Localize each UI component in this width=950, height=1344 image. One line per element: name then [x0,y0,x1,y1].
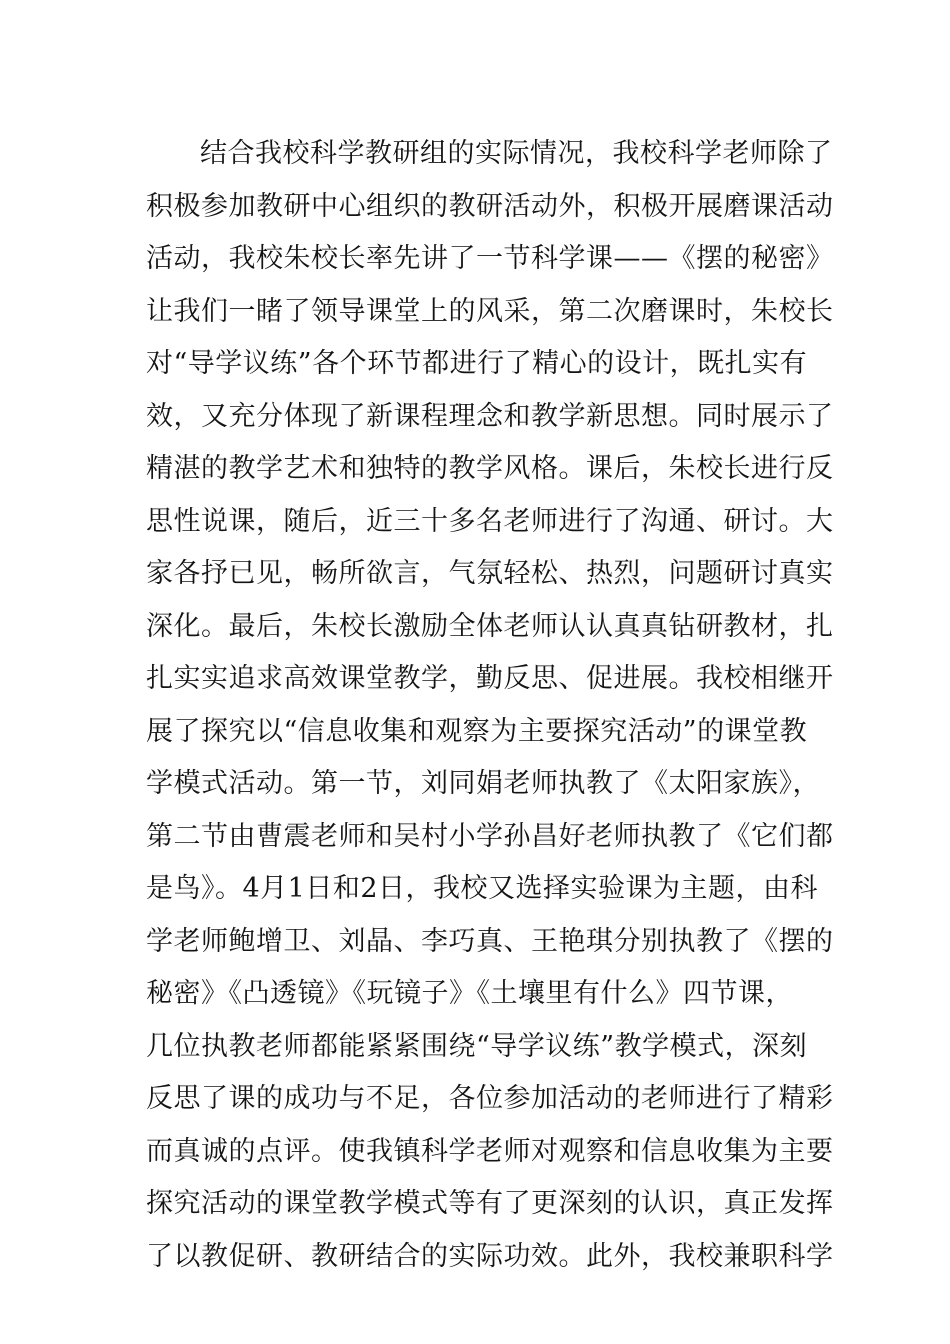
text-line-3: 活动，我校朱校长率先讲了一节科学课——《摆的秘密》 [146,243,834,274]
text-line-8: 思性说课，随后，近三十多名老师进行了沟通、研讨。大 [146,505,834,537]
text-line-11: 扎实实追求高效课堂教学，勤反思、促进展。我校相继开 [146,663,834,694]
text-line-7: 精湛的教学艺术和独特的教学风格。课后，朱校长进行反 [146,453,834,484]
text-line-22: 了以教促研、教研结合的实际功效。此外，我校兼职科学 [146,1240,834,1272]
text-line-10: 深化。最后，朱校长激励全体老师认认真真钻研教材，扎 [146,610,834,642]
text-line-18: 几位执教老师都能紧紧围绕“导学议练”教学模式，深刻 [146,1030,808,1062]
text-line-9: 家各抒已见，畅所欲言，气氛轻松、热烈，问题研讨真实 [146,558,834,589]
text-line-17: 秘密》《凸透镜》《玩镜子》《土壤里有什么》四节课， [146,978,793,1009]
text-line-16: 学老师鲍增卫、刘晶、李巧真、王艳琪分别执教了《摆的 [146,925,834,957]
text-line-15: 是鸟》。4月1日和2日，我校又选择实验课为主题，由科 [146,873,819,904]
text-line-13: 学模式活动。第一节，刘同娟老师执教了《太阳家族》， [146,768,820,799]
text-line-2: 积极参加教研中心组织的教研活动外，积极开展磨课活动 [146,190,834,222]
text-line-4: 让我们一睹了领导课堂上的风采，第二次磨课时，朱校长 [146,295,834,327]
text-line-12: 展了探究以“信息收集和观察为主要探究活动”的课堂教 [146,715,808,747]
text-line-14: 第二节由曹震老师和吴村小学孙昌好老师执教了《它们都 [146,820,834,852]
text-line-5: 对“导学议练”各个环节都进行了精心的设计，既扎实有 [146,348,808,379]
body-paragraph [146,128,834,1283]
text-line-1: 结合我校科学教研组的实际情况，我校科学老师除了 [200,138,833,169]
text-line-19: 反思了课的成功与不足，各位参加活动的老师进行了精彩 [146,1083,834,1114]
text-line-20: 而真诚的点评。使我镇科学老师对观察和信息收集为主要 [146,1135,834,1167]
text-line-6: 效，又充分体现了新课程理念和教学新思想。同时展示了 [146,400,834,432]
text-line-21: 探究活动的课堂教学模式等有了更深刻的认识，真正发挥 [146,1188,834,1219]
